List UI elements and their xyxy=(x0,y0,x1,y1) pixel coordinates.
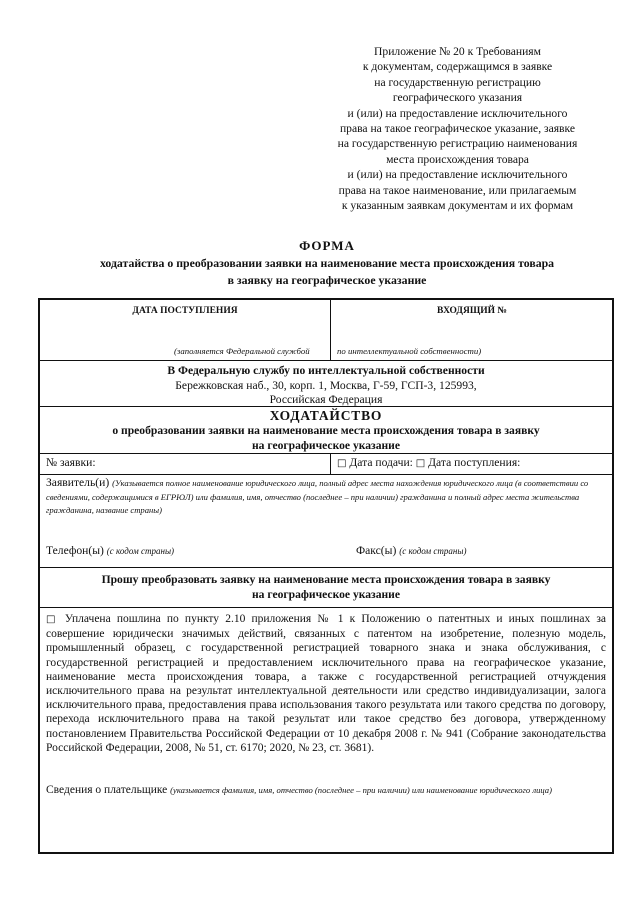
appendix-line: и (или) на предоставление исключительного xyxy=(347,168,568,182)
filing-date-label: Дата подачи: xyxy=(349,456,413,469)
request-statement xyxy=(40,572,612,602)
office-use-note-right: по интеллектуальной собственности) xyxy=(337,346,482,356)
appendix-line: географического указания xyxy=(392,91,523,105)
form-subtitle-line2: в заявку на географическое указание xyxy=(227,273,427,287)
appendix-line: права на такое географическое указание, заявке xyxy=(339,122,576,136)
applicant-hint: (Указывается полное наименование юридического лица, полный адрес места нахождения юридического лица (в соответствии со сведениями, содержащимися в ЕГРЮЛ) или фамилия, имя, отчество (последнее – при наличии) гражданина и полный адрес места жительства гражданина, название страны) xyxy=(46,478,589,515)
petition-heading: ХОДАТАЙСТВО xyxy=(269,408,383,423)
appendix-line: к указанным заявкам документам и их формам xyxy=(341,199,574,213)
request-line2: на географическое указание xyxy=(251,588,401,601)
request-line1: Прошу преобразовать заявку на наименование места происхождения товара в заявку xyxy=(101,573,551,586)
field-divider xyxy=(330,453,331,474)
addressee-block xyxy=(40,364,612,408)
office-use-note-left: (заполняется Федеральной службой xyxy=(174,346,310,356)
fee-paid-option xyxy=(46,612,606,755)
phone-label: Телефон(ы) xyxy=(46,544,104,557)
petition-subject-line2: на географическое указание xyxy=(251,438,401,452)
fee-paid-text: Уплачена пошлина по пункту 2.10 приложения № 1 к Положению о патентных и иных пошлинах за совершение юридически значимых действий, связанных с патентом на изобретение, полезную модель, промышленный образец, с государственной регистрацией товарного знака и знака обслуживания, с государственной регистрацией и предоставлением исключительного права на географическое указание, наименование места происхождения товара, а также с государственной регистрацией отчуждения исключительного права на результат интеллектуальной деятельности или средство индивидуализации, залога исключительного права, предоставления права использования такого результата или такого средства по договору, перехода исключительного права на такой результат или такое средство без договора, утвержденному постановлением Правительства Российской Федерации от 10 декабря 2008 г. № 941 (Собрание законодательства Российской Федерации, 2008, № 51, ст. 6170; 2020, № 23, ст. 3681). xyxy=(46,613,607,754)
appendix-line: к документам, содержащимся в заявке xyxy=(362,60,553,74)
divider xyxy=(40,474,612,475)
form-heading: ФОРМА xyxy=(299,238,355,253)
form-subtitle-line1: ходатайства о преобразовании заявки на наименование места происхождения товара xyxy=(99,256,555,270)
appendix-line: права на такое наименование, или прилагаемым xyxy=(338,183,577,197)
payer-field[interactable] xyxy=(46,784,606,797)
divider xyxy=(40,453,612,454)
phone-field[interactable] xyxy=(46,544,174,557)
fax-label: Факс(ы) xyxy=(356,544,397,557)
addressee-address: Бережковская наб., 30, корп. 1, Москва, Г-59, ГСП-3, 125993, xyxy=(175,378,477,392)
receipt-date-checkbox[interactable]: □ xyxy=(415,458,426,469)
petition-heading-block xyxy=(40,408,612,453)
application-number-field[interactable]: № заявки: xyxy=(46,456,96,469)
appendix-line: места происхождения товара xyxy=(386,152,529,166)
appendix-line: Приложение № 20 к Требованиям xyxy=(374,45,541,58)
petition-subject-line1: о преобразовании заявки на наименование места происхождения товара в заявку xyxy=(112,424,540,437)
payer-label: Сведения о плательщике xyxy=(46,784,168,796)
phone-hint: (с кодом страны) xyxy=(106,546,175,556)
appendix-line: и (или) на предоставление исключительного xyxy=(347,106,568,120)
divider xyxy=(40,360,612,361)
addressee-name: В Федеральную службу по интеллектуальной собственности xyxy=(167,364,485,377)
petition-form xyxy=(38,298,614,854)
fax-hint: (с кодом страны) xyxy=(399,546,467,556)
header-divider xyxy=(330,300,331,360)
appendix-note xyxy=(300,44,615,213)
form-title xyxy=(40,238,614,288)
applicant-field[interactable] xyxy=(46,476,606,517)
fax-field[interactable] xyxy=(356,544,466,557)
dates-field xyxy=(337,456,520,469)
divider xyxy=(40,406,612,407)
fee-paid-checkbox[interactable]: □ xyxy=(46,614,59,625)
divider xyxy=(40,607,612,608)
filing-date-checkbox[interactable]: □ xyxy=(337,458,347,469)
addressee-country: Российская Федерация xyxy=(269,393,383,407)
date-received-label: ДАТА ПОСТУПЛЕНИЯ xyxy=(132,306,238,316)
receipt-date-label: Дата поступления: xyxy=(428,456,521,469)
appendix-line: на государственную регистрацию xyxy=(374,75,541,89)
incoming-number-label: ВХОДЯЩИЙ № xyxy=(437,306,507,316)
payer-hint: (указывается фамилия, имя, отчество (последнее – при наличии) или наименование юридического лица) xyxy=(170,785,552,795)
applicant-label: Заявитель(и) xyxy=(46,476,110,489)
divider xyxy=(40,567,612,568)
appendix-line: на государственную регистрацию наименования xyxy=(337,137,578,151)
